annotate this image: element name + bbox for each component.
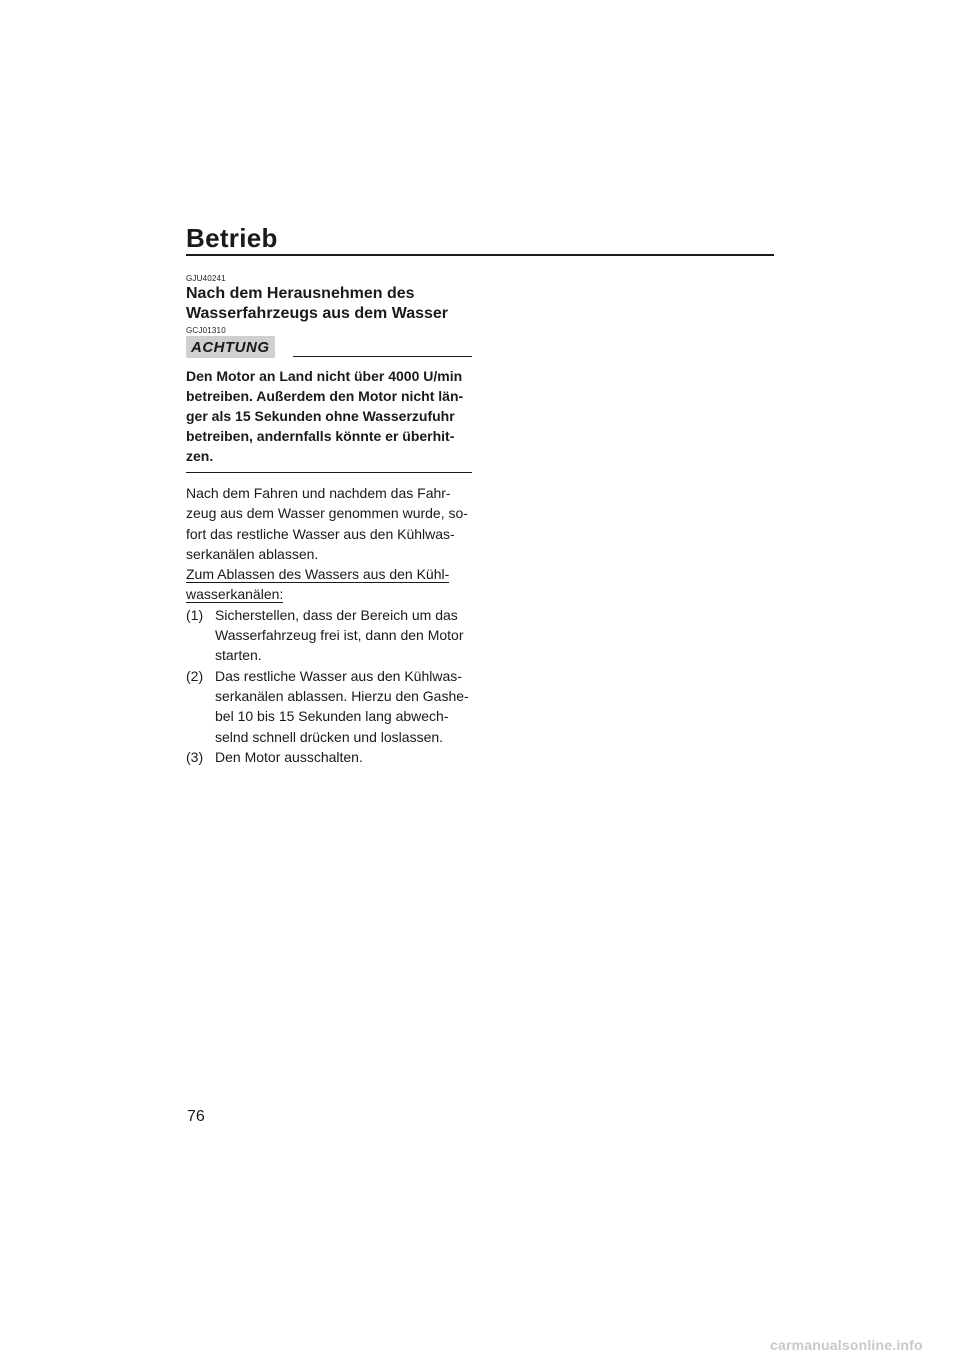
- caution-line: Den Motor an Land nicht über 4000 U/min: [186, 368, 463, 384]
- step-item: [186, 605, 472, 666]
- body-line: Nach dem Fahren und nachdem das Fahr-: [186, 485, 451, 501]
- step-number: (1): [186, 606, 204, 623]
- body-line: fort das restliche Wasser aus den Kühlwas-: [186, 525, 455, 542]
- section-title-line: Nach dem Herausnehmen des: [186, 285, 415, 302]
- caution-line: ger als 15 Sekunden ohne Wasserzufuhr: [186, 408, 455, 424]
- caution-text: [186, 358, 472, 473]
- step-line: Wasserfahrzeug frei ist, dann den Motor: [215, 627, 464, 644]
- step-line: Das restliche Wasser aus den Kühlwas-: [215, 667, 462, 684]
- body-paragraph: [186, 483, 472, 564]
- procedure-subhead: [186, 564, 472, 605]
- caution-header: [186, 336, 472, 358]
- step-text: [215, 666, 472, 747]
- section-title: [186, 284, 472, 324]
- procedure-steps: [186, 605, 472, 767]
- step-number: (3): [186, 748, 204, 765]
- page-header-title: Betrieb: [186, 224, 774, 256]
- caution-badge: ACHTUNG: [186, 336, 275, 358]
- caution-line: betreiben. Außerdem den Motor nicht län-: [186, 388, 464, 404]
- step-item: [186, 666, 472, 747]
- section-title-line: Wasserfahrzeugs aus dem Wasser: [186, 305, 449, 322]
- subhead-line: wasserkanälen:: [186, 586, 284, 603]
- caution-line: betreiben, andernfalls könnte er überhit-: [186, 428, 455, 444]
- page-number: 76: [187, 1108, 205, 1125]
- step-line: selnd schnell drücken und loslassen.: [215, 728, 444, 745]
- caution-line: zen.: [186, 448, 214, 464]
- step-text: [215, 605, 472, 666]
- main-column: [186, 274, 472, 767]
- step-line: bel 10 bis 15 Sekunden lang abwech-: [215, 708, 449, 725]
- body-line: zeug aus dem Wasser genommen wurde, so-: [186, 505, 468, 522]
- section-code: GJU40241: [186, 274, 226, 283]
- step-text: [215, 747, 472, 767]
- step-line: Den Motor ausschalten.: [215, 748, 363, 765]
- step-line: Sicherstellen, dass der Bereich um das: [215, 606, 458, 623]
- body-line: serkanälen ablassen.: [186, 545, 319, 562]
- watermark-site: carmanualsonline.info: [770, 1337, 923, 1353]
- step-line: starten.: [215, 647, 262, 664]
- caution-code: GCJ01310: [186, 326, 226, 335]
- step-item: [186, 747, 472, 767]
- step-number: (2): [186, 667, 204, 684]
- subhead-line: Zum Ablassen des Wassers aus den Kühl-: [186, 566, 450, 583]
- step-line: serkanälen ablassen. Hierzu den Gashe-: [215, 687, 469, 704]
- caution-rule: [293, 356, 473, 357]
